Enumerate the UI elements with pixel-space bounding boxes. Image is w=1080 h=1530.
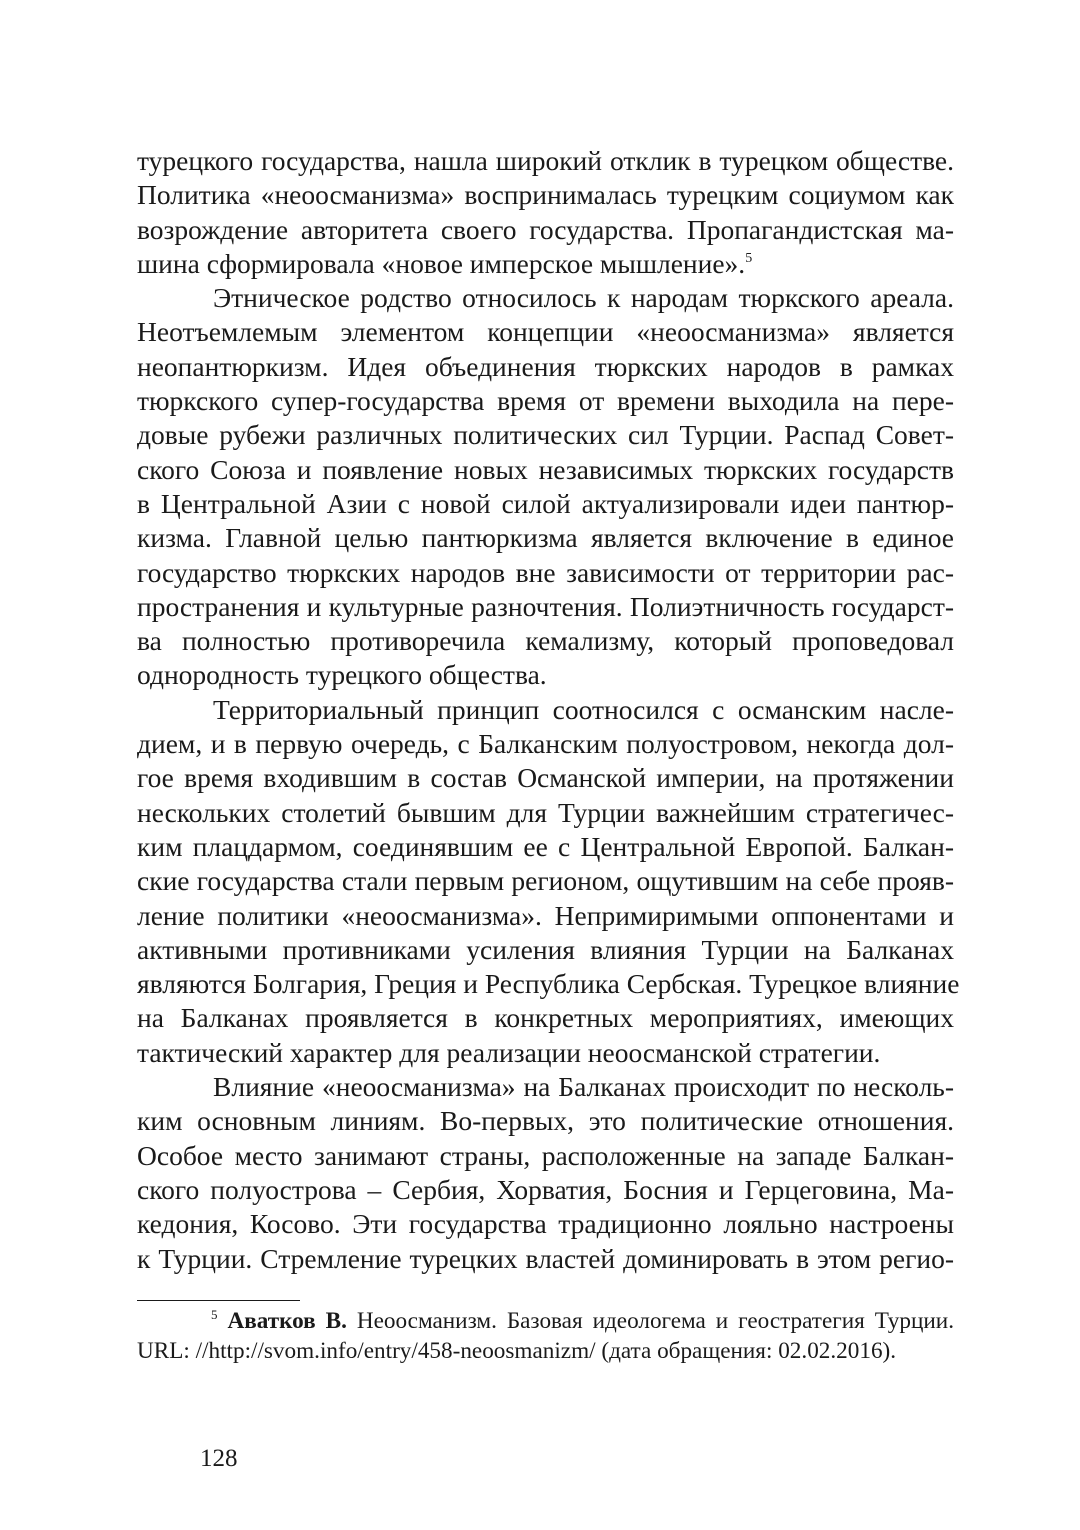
text-line-content: гое время входившим в состав Османской империи, на протяжении	[137, 762, 954, 794]
text-line	[137, 1173, 954, 1207]
body-text	[137, 144, 960, 1276]
text-line-content: Политика «неоосманизма» воспринималась турецким социумом как	[137, 179, 954, 211]
footnote	[137, 1306, 954, 1366]
text-line	[137, 1139, 954, 1173]
text-line	[137, 693, 954, 727]
text-line-content: тюркского супер-государства время от времени выходила на пере-	[137, 385, 954, 417]
text-line	[137, 1104, 954, 1138]
text-line-content: ление политики «неоосманизма». Непримиримыми оппонентами и	[137, 899, 954, 931]
text-line-content: ким основным линиям. Во-первых, это политические отношения.	[137, 1105, 954, 1137]
footnote-separator	[137, 1300, 300, 1301]
footnote-title: Неоосманизм. Базовая идеологема и геостратегия Турции.	[346, 1308, 954, 1334]
text-line	[137, 418, 954, 452]
text-line	[137, 1207, 954, 1241]
text-line	[137, 796, 954, 830]
text-line	[137, 453, 954, 487]
text-line-content: пространения и культурные разночтения. Полиэтничность государст-	[137, 590, 954, 622]
text-line-content: однородность турецкого общества.	[137, 659, 547, 691]
text-line	[137, 1001, 954, 1035]
text-line	[137, 247, 954, 281]
text-line	[137, 899, 954, 933]
footnote-line	[137, 1306, 954, 1336]
text-line	[137, 281, 954, 315]
text-line	[137, 864, 954, 898]
text-line	[137, 727, 954, 761]
text-line-content: шина сформировала «новое имперское мышление».	[137, 247, 746, 279]
text-line	[137, 521, 954, 555]
text-line-content: ким плацдармом, соединявшим ее с Центральной Европой. Балкан-	[137, 830, 954, 862]
text-line	[137, 350, 954, 384]
text-line	[137, 658, 954, 692]
text-line-content: неопантюркизм. Идея объединения тюркских народов в рамках	[137, 350, 954, 382]
text-line	[137, 487, 954, 521]
text-line-content: кедония, Косово. Эти государства традиционно лояльно настроены	[137, 1208, 954, 1240]
text-line-content: Влияние «неоосманизма» на Балканах происходит по несколь-	[213, 1071, 954, 1103]
text-line-content: активными противниками усиления влияния Турции на Балканах	[137, 933, 954, 965]
text-line-content: нескольких столетий бывшим для Турции важнейшим стратегичес-	[137, 796, 954, 828]
footnote-source: URL: //http://svom.info/entry/458-neoosmanizm/ (дата обращения: 02.02.2016).	[137, 1338, 897, 1364]
text-line-content: ского Союза и появление новых независимых тюркских государств	[137, 453, 954, 485]
text-line-content: государство тюркских народов вне зависимости от территории рас-	[137, 556, 954, 588]
text-line	[137, 1036, 954, 1070]
text-line	[137, 761, 954, 795]
text-line	[137, 178, 954, 212]
text-line-content: являются Болгария, Греция и Республика Сербская. Турецкое влияние	[137, 968, 960, 1000]
text-line	[137, 1242, 954, 1276]
text-line-content: в Центральной Азии с новой силой актуализировали идеи пантюр-	[137, 487, 954, 519]
text-line	[137, 315, 954, 349]
text-line-content: дием, и в первую очередь, с Балканским полуостровом, некогда дол-	[137, 728, 954, 760]
text-line-content: ские государства стали первым регионом, ощутившим на себе прояв-	[137, 865, 954, 897]
text-line-content: турецкого государства, нашла широкий отклик в турецком обществе.	[137, 145, 954, 176]
text-line-content: ва полностью противоречила кемализму, который проповедовал	[137, 625, 954, 657]
text-line-content: Территориальный принцип соотносился с османским насле-	[213, 693, 954, 725]
text-line-content: на Балканах проявляется в конкретных мероприятиях, имеющих	[137, 1002, 954, 1034]
footnote-author: Аватков В.	[227, 1308, 347, 1334]
text-line	[137, 1070, 954, 1104]
text-line-content: Особое место занимают страны, расположенные на западе Балкан-	[137, 1139, 954, 1171]
text-line	[137, 967, 960, 1001]
text-line-content: Этническое родство относилось к народам тюркского ареала.	[213, 282, 954, 314]
text-line	[137, 624, 954, 658]
text-line-content: возрождение авторитета своего государства. Пропагандистская ма-	[137, 213, 954, 245]
footnote-number: 5	[211, 1307, 218, 1322]
text-line	[137, 556, 954, 590]
page-number: 128	[200, 1445, 238, 1472]
footnote-reference[interactable]: 5	[745, 250, 753, 266]
text-line	[137, 384, 954, 418]
text-line-content: довые рубежи различных политических сил Турции. Распад Совет-	[137, 419, 954, 451]
text-line	[137, 933, 954, 967]
text-line-content: к Турции. Стремление турецких властей доминировать в этом регио-	[137, 1242, 954, 1274]
text-line-content: ского полуострова – Сербия, Хорватия, Босния и Герцеговина, Ма-	[137, 1173, 954, 1205]
text-line	[137, 590, 954, 624]
text-line	[137, 830, 954, 864]
text-line	[137, 213, 954, 247]
text-line-content: тактический характер для реализации неоосманской стратегии.	[137, 1036, 881, 1068]
text-line-content: Неотъемлемым элементом концепции «неоосманизма» является	[137, 316, 954, 348]
text-line-content: кизма. Главной целью пантюркизма является включение в единое	[137, 522, 954, 554]
text-line	[137, 144, 954, 178]
